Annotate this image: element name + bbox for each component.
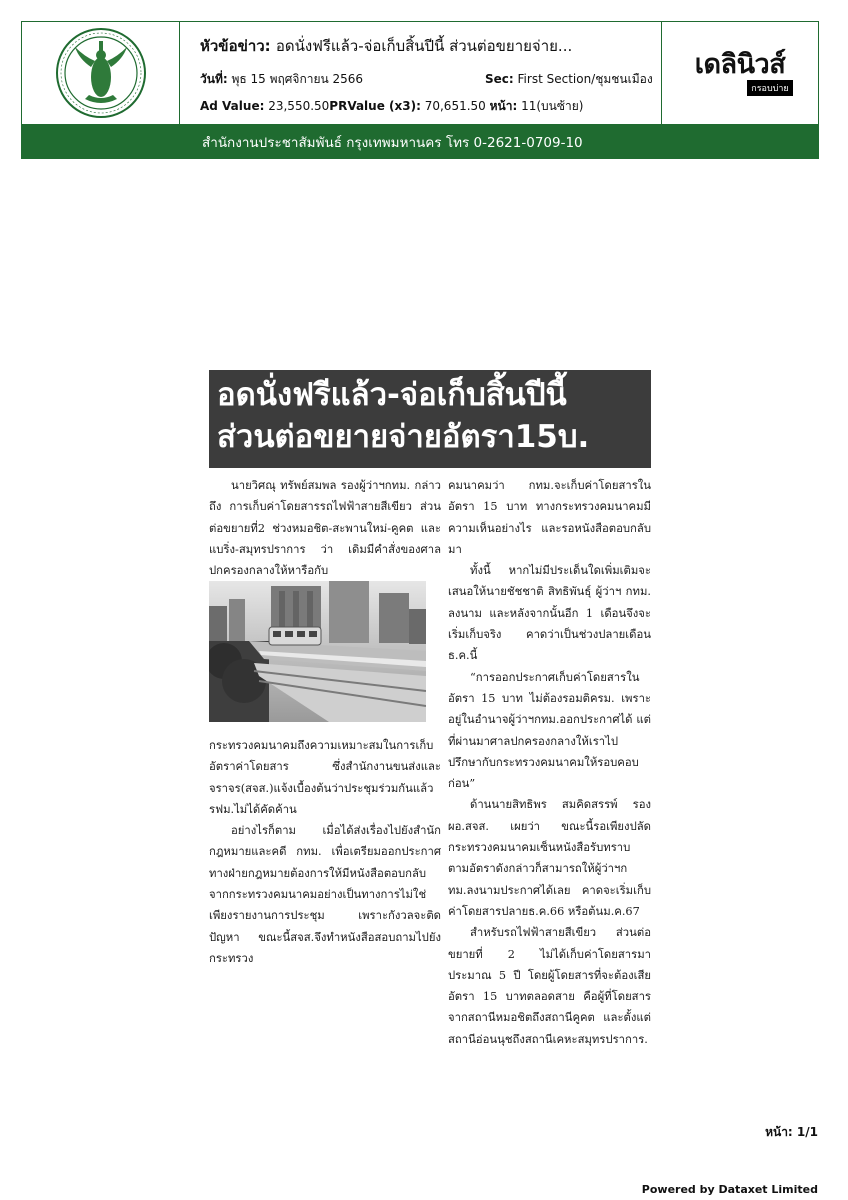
publication-logo: เดลินิวส์ — [694, 48, 786, 80]
article-headline-line1: อดนั่งฟรีแล้ว-จ่อเก็บสิ้นปีนี้ — [217, 377, 567, 413]
logo-cell — [22, 22, 180, 124]
section-value: First Section/ชุมชนเมือง — [517, 72, 653, 86]
publication-edition: กรอบบ่าย — [747, 80, 792, 96]
agency-bar: สำนักงานประชาสัมพันธ์ กรุงเทพมหานคร โทร 0-2621-0709-10 — [21, 125, 819, 159]
headline-label: หัวข้อข่าว: — [200, 37, 271, 55]
ad-value: 23,550.50 — [268, 99, 330, 113]
article-column-2 — [448, 475, 651, 1050]
article-column-1-bottom — [209, 735, 441, 969]
headline-row — [200, 34, 651, 58]
headline-value: อดนั่งฟรีแล้ว-จ่อเก็บสิ้นปีนี้ ส่วนต่อขยายจ่าย... — [275, 37, 573, 55]
page-label: หน้า: — [489, 99, 518, 113]
metadata-cell — [180, 22, 662, 124]
article-paragraph: นายวิศณุ ทรัพย์สมพล รองผู้ว่าฯกทม. กล่าวถึง การเก็บค่าโดยสารรถไฟฟ้าสายสีเขียว ส่วนต่อขยายที่2 ช่วงหมอชิต-สะพานใหม่-คูคต และแบริ่ง-สมุทรปราการ ว่า เดิมมีคำสั่งของศาลปกครองกลางให้หารือกับ — [209, 479, 441, 578]
article-paragraph: คมนาคมว่า กทม.จะเก็บค่าโดยสารในอัตรา 15 บาท ทางกระทรวงคมนาคมมีความเห็นอย่างไร และรอหนังสือตอบกลับมา — [448, 479, 651, 556]
pr-value: 70,651.50 — [424, 99, 486, 113]
article-paragraph: กระทรวงคมนาคมถึงความเหมาะสมในการเก็บอัตราค่าโดยสาร ซึ่งสำนักงานขนส่งและจราจร(สจส.)แจ้งเบื้องต้นว่าประชุมร่วมกันแล้ว รฟม.ไม่ได้คัดค้าน — [209, 739, 441, 816]
powered-by: Powered by Dataxet Limited — [641, 1183, 818, 1196]
page-indicator: หน้า: 1/1 — [765, 1125, 818, 1139]
article-paragraph: “การออกประกาศเก็บค่าโดยสารในอัตรา 15 บาท ไม่ต้องรอมติครม. เพราะอยู่ในอำนาจผู้ว่าฯกทม.ออกประกาศได้ แต่ที่ผ่านมาศาลปกครองกลางให้เราไปปรึกษากับกระทรวงคมนาคมให้รอบคอบก่อน” — [448, 670, 651, 791]
ad-value-label: Ad Value: — [200, 99, 265, 113]
clipping-header — [21, 21, 819, 125]
page-value: 11(บนซ้าย) — [521, 99, 584, 113]
article-paragraph: สำหรับรถไฟฟ้าสายสีเขียว ส่วนต่อขยายที่ 2 ไม่ได้เก็บค่าโดยสารมาประมาณ 5 ปี โดยผู้โดยสารที่จะต้องเสียอัตรา 15 บาทตลอดสาย คือผู้ที่โดยสารจากสถานีหมอชิตถึงสถานีคูคต และตั้งแต่สถานีอ่อนนุชถึงสถานีเคหะสมุทรปราการ. — [448, 926, 651, 1046]
article-headline-line2: ส่วนต่อขยายจ่ายอัตรา15บ. — [217, 419, 590, 455]
date-field — [200, 70, 363, 89]
article-headline — [209, 370, 651, 468]
date-section-row — [200, 70, 651, 86]
article-paragraph: ด้านนายสิทธิพร สมคิดสรรพ์ รอง ผอ.สจส. เผยว่า ขณะนี้รอเพียงปลัดกระทรวงคมนาคมเซ็นหนังสือรับทราบตามอัตราดังกล่าวก็สามารถให้ผู้ว่าฯกทม.ลงนามประกาศได้เลย คาดจะเริ่มเก็บค่าโดยสารปลายธ.ค.66 หรือต้นม.ค.67 — [448, 798, 651, 918]
date-value: พุธ 15 พฤศจิกายน 2566 — [231, 72, 364, 86]
value-row — [200, 97, 651, 116]
section-label: Sec: — [485, 72, 514, 86]
section-field — [485, 70, 653, 89]
article-paragraph: ทั้งนี้ หากไม่มีประเด็นใดเพิ่มเติมจะเสนอให้นายชัชชาติ สิทธิพันธุ์ ผู้ว่าฯ กทม. ลงนาม และหลังจากนั้นอีก 1 เดือนจึงจะเริ่มเก็บจริง คาดว่าเป็นช่วงปลายเดือน ธ.ค.นี้ — [448, 564, 651, 663]
bma-seal-logo — [55, 27, 147, 119]
article-paragraph: อย่างไรก็ตาม เมื่อได้ส่งเรื่องไปยังสำนักกฎหมายและคดี กทม. เพื่อเตรียมออกประกาศ ทางฝ่ายกฎหมายต้องการให้มีหนังสือตอบกลับจากกระทรวงคมนาคมอย่างเป็นทางการไม่ใช่เพียงรายงานการประชุม เพราะกังวลจะติดปัญหา ขณะนี้สจส.จึงทำหนังสือสอบถามไปยังกระทรวง — [209, 824, 441, 965]
article-column-1-top — [209, 475, 441, 581]
pr-value-label: PRValue (x3): — [329, 99, 421, 113]
publication-cell — [662, 22, 818, 124]
article-photo — [209, 581, 426, 722]
date-label: วันที่: — [200, 72, 228, 86]
skytrain-photo-image — [209, 581, 426, 722]
